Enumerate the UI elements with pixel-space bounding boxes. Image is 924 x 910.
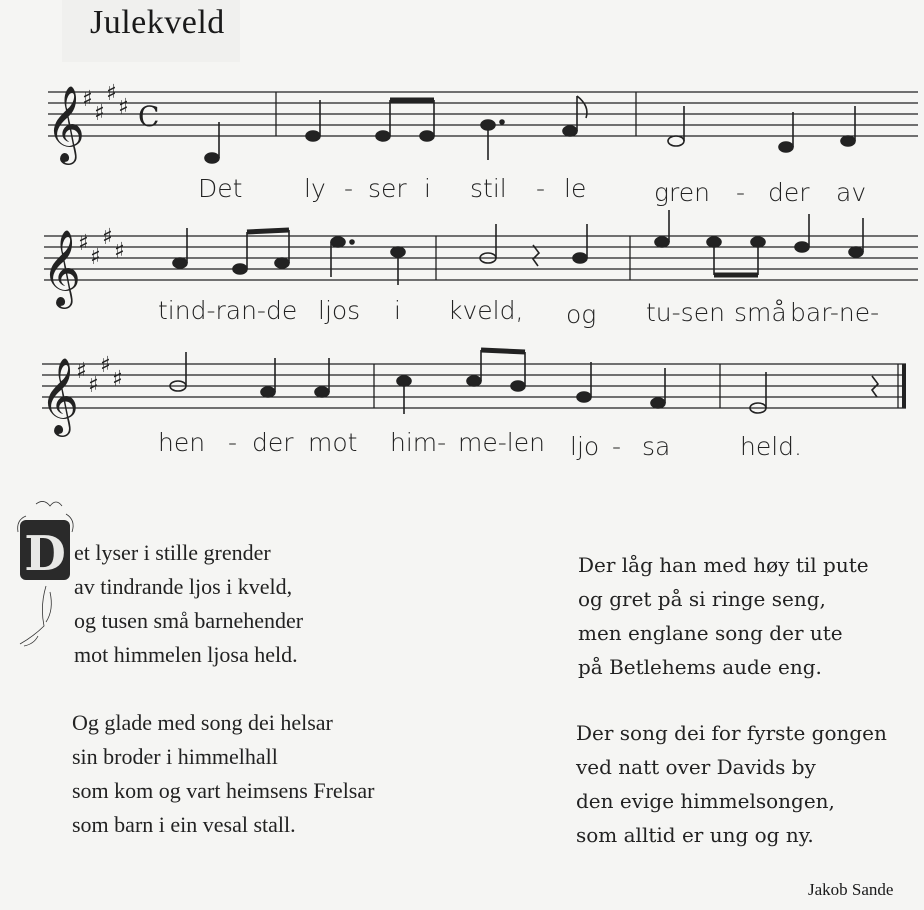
lyric-syllable: sa	[642, 432, 671, 461]
lyric-syllable: le	[564, 174, 587, 203]
lyric-syllable: -	[536, 174, 546, 203]
verse-line: Og glade med song dei helsar	[72, 710, 333, 735]
notes-staff-1	[205, 96, 855, 163]
lyric-syllable: ser	[368, 174, 407, 203]
svg-text:♯: ♯	[118, 95, 129, 120]
verse-line: og gret på si ringe seng,	[578, 587, 826, 611]
verse-line: av tindrande ljos i kveld,	[74, 574, 293, 599]
initial-letter: D	[24, 526, 66, 582]
verse-line: og tusen små barnehender	[74, 608, 304, 633]
verse-line: ved natt over Davids by	[576, 755, 816, 779]
verse-1	[74, 536, 303, 672]
music-score	[0, 60, 924, 480]
verse-line: som kom og vart heimsens Frelsar	[72, 778, 375, 803]
svg-text:♯: ♯	[90, 245, 101, 270]
lyric-syllable: ljo	[570, 432, 600, 461]
time-signature: C	[138, 100, 160, 133]
lyric-syllable: der	[252, 428, 294, 457]
verse-line: men englane song der ute	[578, 621, 843, 645]
svg-text:♯: ♯	[94, 101, 105, 126]
lyric-syllable: hen	[158, 428, 206, 457]
lyric-syllable: -	[228, 428, 238, 457]
notes-staff-3	[170, 350, 878, 414]
lyric-syllable: i	[394, 296, 401, 325]
lyric-syllable: bar-ne-	[790, 298, 880, 327]
lyric-syllable: ljos	[318, 296, 361, 325]
lyric-syllable: tind-ran-de	[158, 296, 298, 325]
lyric-syllable: Det	[198, 174, 243, 203]
svg-text:♯: ♯	[100, 353, 111, 378]
lyric-syllable: -	[736, 178, 746, 207]
lyric-syllable: og	[566, 300, 597, 329]
verse-3	[578, 548, 869, 684]
verse-line: et lyser i stille grender	[74, 540, 271, 565]
svg-text:♯: ♯	[82, 87, 93, 112]
verse-line: sin broder i himmelhall	[72, 744, 278, 769]
verse-line: på Betlehems aude eng.	[578, 655, 822, 679]
verse-line: Der song dei for fyrste gongen	[576, 721, 887, 745]
verse-line: som barn i ein vesal stall.	[72, 812, 296, 837]
song-title: Julekveld	[90, 4, 225, 41]
treble-clefs	[40, 85, 85, 437]
svg-text:𝄞: 𝄞	[42, 229, 82, 306]
lyric-syllable: der	[768, 178, 810, 207]
svg-text:♯: ♯	[106, 81, 117, 106]
lyric-syllable: stil	[470, 174, 507, 203]
lyric-syllable: him-	[390, 428, 447, 457]
verse-line: mot himmelen ljosa held.	[74, 642, 298, 667]
lyric-syllable: tu-sen	[646, 298, 725, 327]
svg-text:♯: ♯	[78, 231, 89, 256]
lyric-syllable: mot	[308, 428, 358, 457]
svg-text:♯: ♯	[112, 367, 123, 392]
author-credit: Jakob Sande	[808, 880, 894, 899]
svg-text:♯: ♯	[88, 373, 99, 398]
svg-text:♯: ♯	[76, 359, 87, 384]
lyric-syllable: gren	[654, 178, 710, 207]
lyric-syllable: held.	[740, 432, 802, 461]
lyric-syllable: ly	[304, 174, 326, 203]
verse-2	[72, 706, 374, 842]
svg-text:𝄞: 𝄞	[46, 85, 86, 162]
lyric-syllable: små	[734, 298, 787, 327]
svg-text:♯: ♯	[114, 239, 125, 264]
svg-text:𝄞: 𝄞	[40, 357, 80, 434]
lyric-syllable: -	[612, 432, 622, 461]
lyric-syllable: kveld,	[448, 296, 524, 325]
lyric-syllable: me-len	[458, 428, 545, 457]
verse-line: som alltid er ung og ny.	[576, 823, 814, 847]
lyric-syllable: -	[344, 174, 354, 203]
verse-4	[576, 716, 887, 852]
svg-text:♯: ♯	[102, 225, 113, 250]
lyric-syllable: i	[424, 174, 431, 203]
verse-line: den evige himmelsongen,	[576, 789, 835, 813]
verse-line: Der låg han med høy til pute	[578, 553, 869, 577]
staff-2	[44, 236, 918, 280]
lyric-syllable: av	[836, 178, 867, 207]
decorative-initial	[6, 496, 80, 666]
